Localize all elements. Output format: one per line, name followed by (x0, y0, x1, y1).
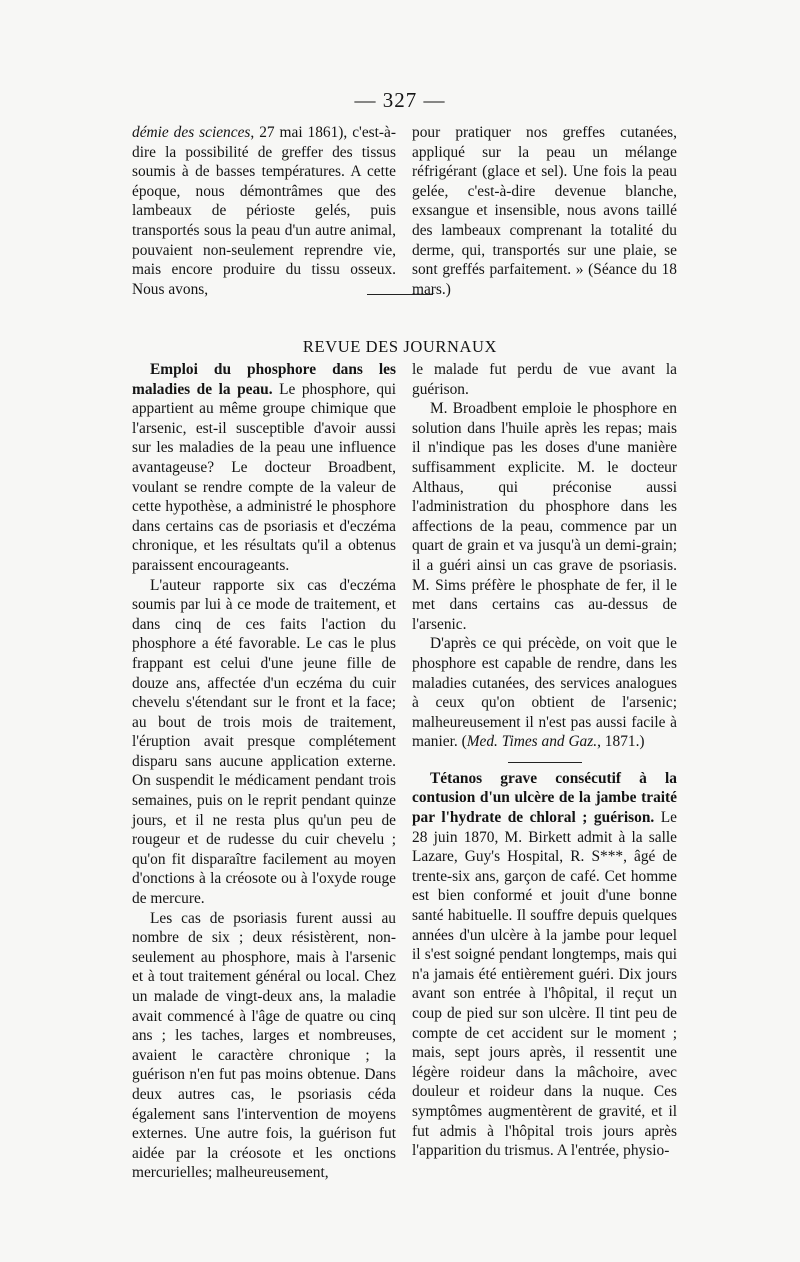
article1-headline: Emploi du phosphore dans les maladies de la peau. (132, 361, 396, 398)
section-title: REVUE DES JOURNAUX (302, 337, 498, 356)
article1-paragraph-5: M. Broadbent emploie le phosphore en solution dans l'huile après les repas; mais il n'indique pas les doses d'une manière suffisamment explicite. M. le docteur Althaus, qui préconise aussi l'administration du phosphore dans les affections de la peau, commence par un quart de grain et va jusqu'à un demi-grain; il a guéri ainsi un cas grave de psoriasis. M. Sims préfère le phosphate de fer, il le met dans certains cas au-dessus de l'arsenic. (412, 400, 677, 633)
article1-paragraph-6 (412, 634, 677, 752)
bottom-right-column (412, 360, 677, 1161)
top-left-column (132, 123, 396, 299)
article1-paragraph-2: L'auteur rapporte six cas d'eczéma soumis par lui à ce mode de traitement, et dans cinq de ces faits l'action du phosphore a été favorable. Le cas le plus frappant est celui d'une jeune fille de douze ans, affectée d'un eczéma du cuir chevelu s'étendant sur le front et la face; au bout de trois mois de traitement, l'éruption avait presque complétement disparu sans aucune application externe. On suspendit le médicament pendant trois semaines, puis on le reprit pendant quinze jours, et il ne resta plus qu'un peu de rougeur et de rudesse du cuir chevelu ; qu'on fit disparaître facilement au moyen d'onctions à la créosote ou à l'oxyde rouge de mercure. (132, 576, 396, 908)
page-number: — 327 — (354, 88, 446, 112)
article1-paragraph-4: le malade fut perdu de vue avant la guérison. (412, 361, 677, 398)
section-divider (367, 294, 433, 295)
top-right-paragraph: pour pratiquer nos greffes cutanées, appliqué sur la peau un mélange réfrigérant (glace et sel). Une fois la peau gelée, c'est-à-dire devenue blanche, exsangue et insensible, nous avons taillé des lambeaux comprenant la totalité du derme, qui, transportés sur une plaie, se sont greffés parfaitement. » (Séance du 18 mars.) (412, 124, 677, 298)
article2-paragraph-1 (412, 769, 677, 1161)
article2-text-1: Le 28 juin 1870, M. Birkett admit à la salle Lazare, Guy's Hospital, R. S***, âgé de trente-six ans, garçon de café. Cet homme est bien conformé et jouit d'une bonne santé habituelle. Il souffre depuis quelques années d'un ulcère à la jambe pour lequel il s'est soigné pendant longtemps, mais qui n'a jamais été entièrement guéri. Dix jours avant son entrée à l'hôpital, il reçut un coup de pied sur son ulcère. Il tint peu de compte de cet accident sur le moment ; mais, sept jours après, il ressentit une légère roideur dans la mâchoire, avec douleur et roideur dans la nuque. Ces symptômes augmentèrent de gravité, et il fut admis à l'hôpital trois jours après l'apparition du trismus. A l'entrée, physio- (412, 809, 677, 1160)
article1-paragraph-1 (132, 360, 396, 576)
citation-journal: Med. Times and Gaz. (466, 733, 598, 751)
top-left-paragraph (132, 123, 396, 299)
journal-reference: démie des sciences (132, 124, 251, 141)
citation-year: , 1871.) (597, 733, 645, 751)
article1-text-1: Le phosphore, qui appartient au même groupe chimique que l'arsenic, est-il susceptible d'avoir aussi sur les maladies de la peau une influence avantageuse? Le docteur Broadbent, voulant se rendre compte de la valeur de cette hypothèse, a administré le phosphore dans certains cas de psoriasis et d'eczéma chronique, et les résultats qu'il a obtenus paraissent encourageants. (132, 380, 396, 574)
bottom-left-column (132, 360, 396, 1183)
article2-headline: Tétanos grave consécutif à la contusion d'un ulcère de la jambe traité par l'hydrate de chloral ; guérison. (412, 769, 677, 827)
top-left-text: , 27 mai 1861), c'est-à-dire la possibilité de greffer des tissus soumis à de basses températures. A cette époque, nous démontrâmes que des lambeaux de périoste gelés, puis transportés sous la peau d'un autre animal, pouvaient non-seulement reprendre vie, mais encore produire du tissu osseux. Nous avons, (132, 124, 396, 298)
top-right-column (412, 123, 677, 299)
article-divider (508, 762, 582, 763)
article1-paragraph-3: Les cas de psoriasis furent aussi au nombre de six ; deux résistèrent, non-seulement au phosphore, mais à l'arsenic et à tout traitement général ou local. Chez un malade de vingt-deux ans, la maladie avait commencé à l'âge de quatre ou cinq ans ; les taches, larges et nombreuses, avaient le caractère chronique ; la guérison n'en fut pas moins obtenue. Dans deux autres cas, le psoriasis céda également sans l'intervention de moyens externes. Une autre fois, la guérison fut aidée par la créosote et les onctions mercurielles; malheureusement, (132, 909, 396, 1182)
article1-text-6: D'après ce qui précède, on voit que le phosphore est capable de rendre, dans les maladies cutanées, des services analogues à ceux qu'on obtient de l'arsenic; malheureusement il n'est pas aussi facile à manier. ( (412, 635, 677, 751)
